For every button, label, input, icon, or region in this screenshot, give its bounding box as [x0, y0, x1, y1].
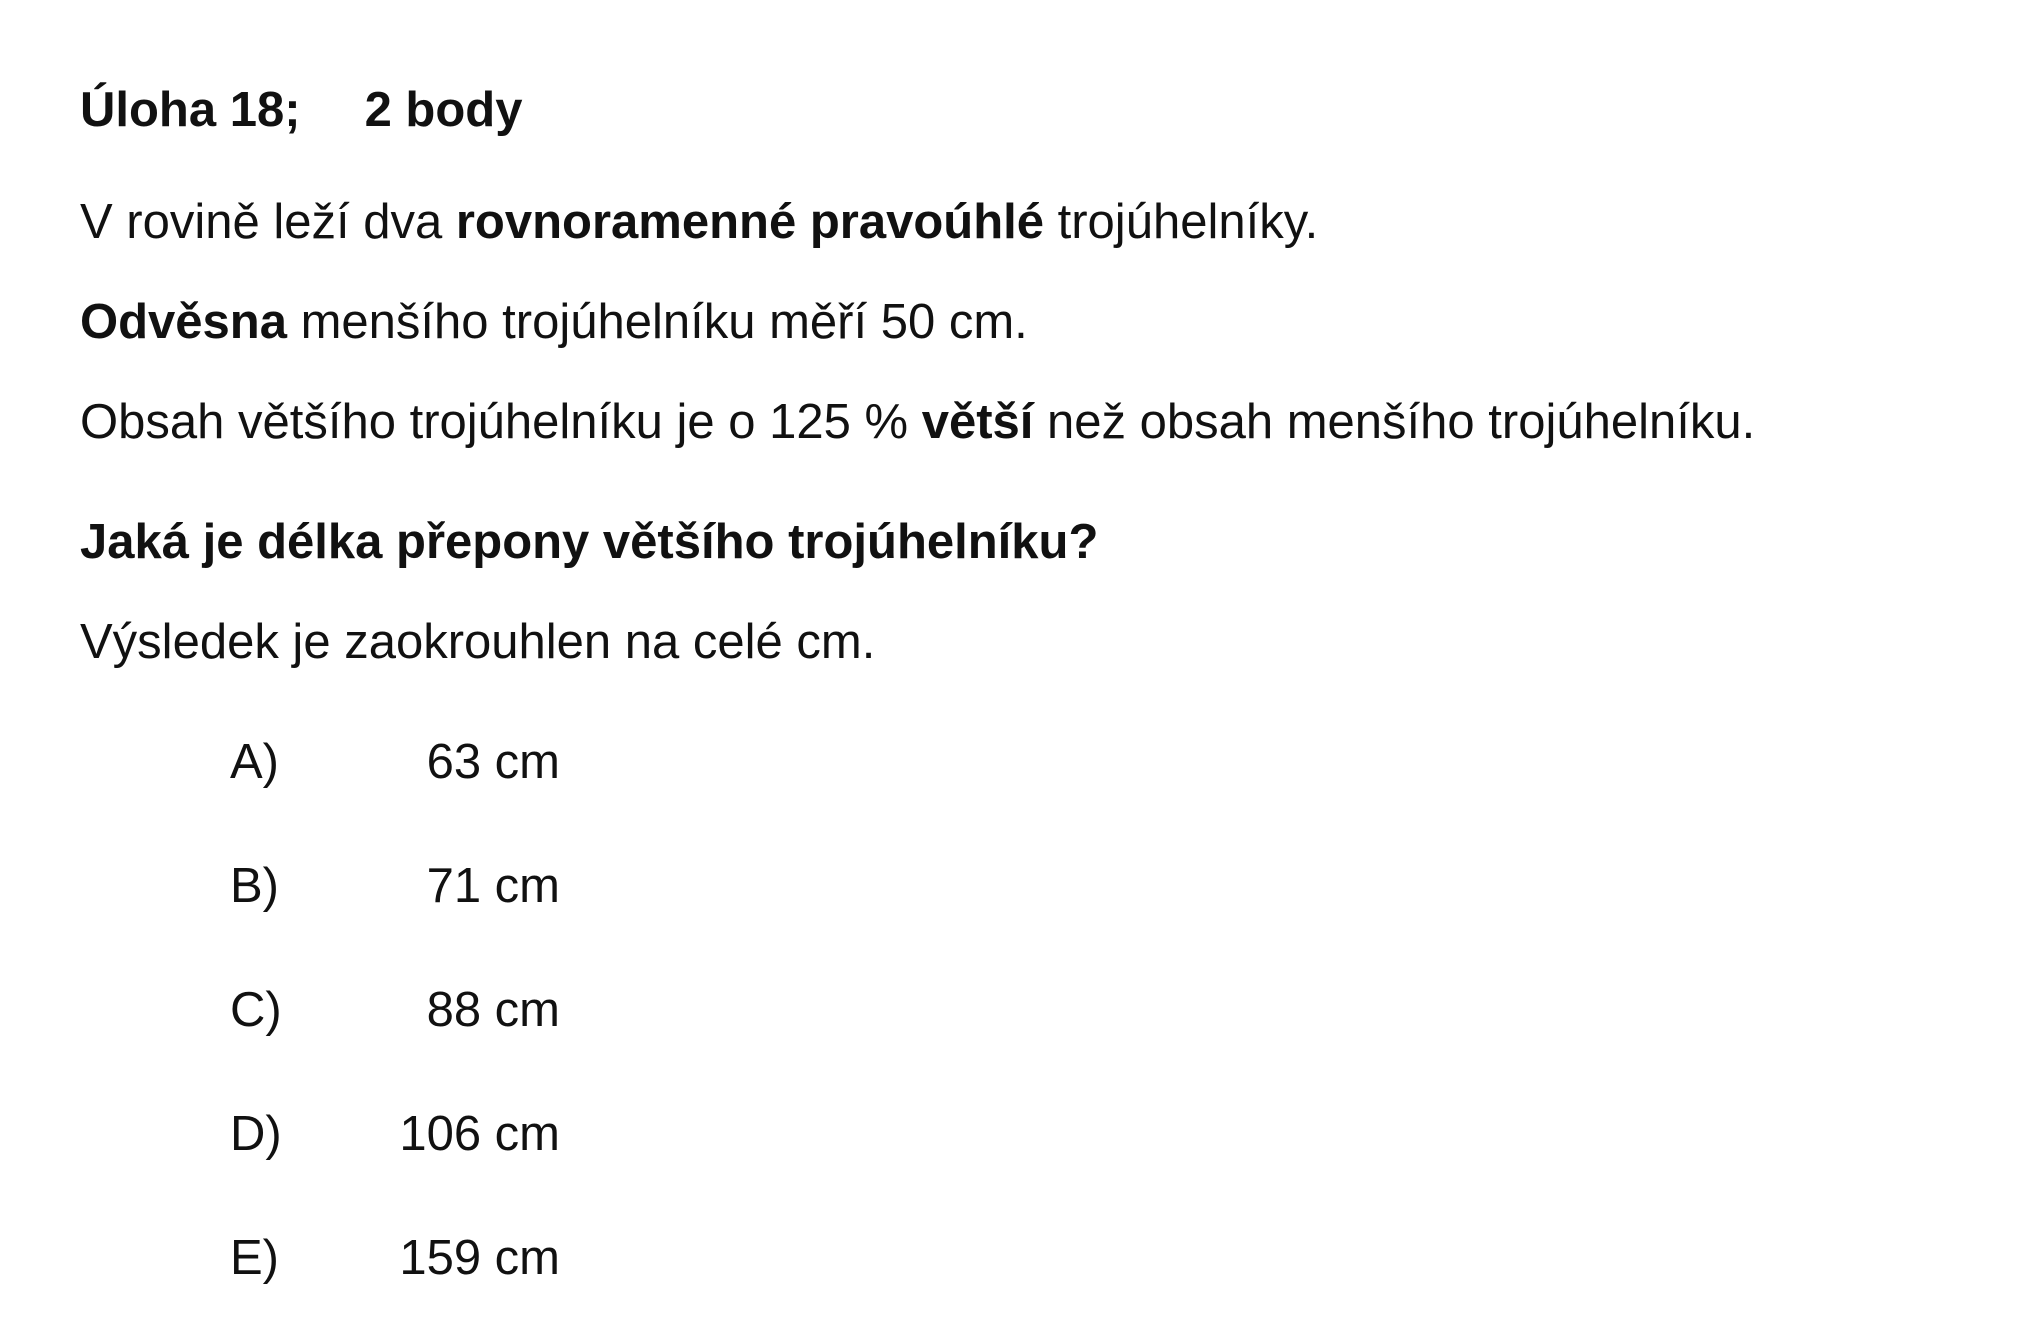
option-value: 159 cm: [399, 1231, 560, 1285]
task-points: 2 body: [364, 83, 523, 137]
statement-line-2-text-end: menšího trojúhelníku měří 50 cm.: [286, 295, 1028, 349]
statement-line-3-text-end: než obsah menšího trojúhelníku.: [1033, 395, 1756, 449]
statement-line-1: [80, 192, 1318, 252]
task-number: Úloha 18;: [80, 83, 301, 137]
statement-line-3-text-start: Obsah většího trojúhelníku je o 125 %: [80, 395, 922, 449]
option-letter: B): [230, 859, 279, 913]
option-letter: C): [230, 983, 282, 1037]
statement-line-3: [80, 392, 1755, 452]
statement-line-1-text-end: trojúhelníky.: [1044, 195, 1319, 249]
statement-line-3-bold: větší: [921, 395, 1034, 449]
option-letter: D): [230, 1107, 282, 1161]
option-value: 71 cm: [426, 859, 560, 913]
statement-line-2-bold: Odvěsna: [80, 295, 287, 349]
question-text: Jaká je délka přepony většího trojúhelníku?: [80, 515, 1099, 569]
option-value: 88 cm: [426, 983, 560, 1037]
task-heading: [80, 80, 522, 140]
statement-line-1-text-start: V rovině leží dva: [80, 195, 456, 249]
rounding-note: Výsledek je zaokrouhlen na celé cm.: [80, 615, 876, 669]
exam-task: [80, 0, 1980, 1342]
option-letter: A): [230, 735, 279, 789]
option-value: 106 cm: [399, 1107, 560, 1161]
option-value: 63 cm: [426, 735, 560, 789]
statement-line-2: [80, 292, 1028, 352]
statement-line-1-bold: rovnoramenné pravoúhlé: [455, 195, 1045, 249]
option-letter: E): [230, 1231, 279, 1285]
